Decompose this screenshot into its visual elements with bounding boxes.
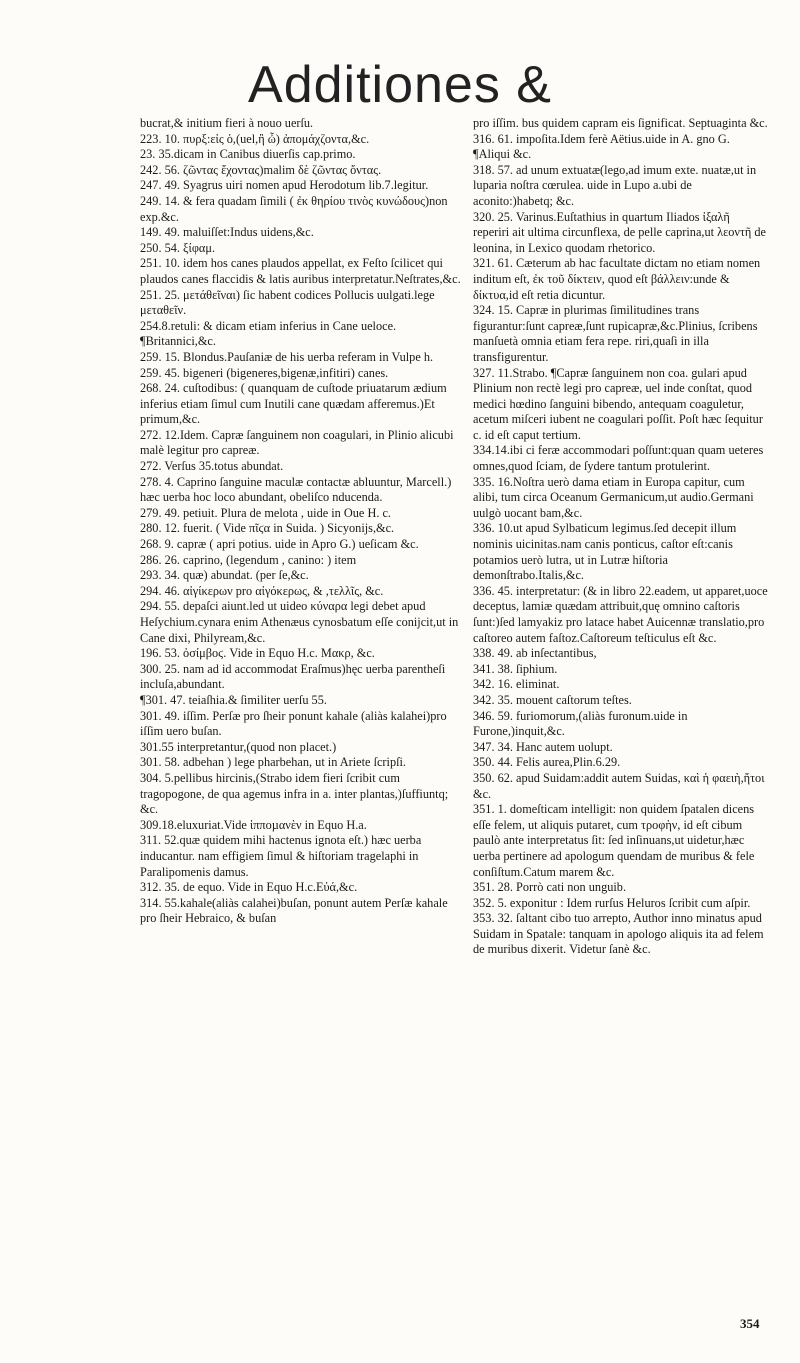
left-column — [140, 116, 465, 927]
entry: 242. 56. ζῶντας ἔχοντας)malim δὲ ζῶντας ὄντας. — [140, 162, 382, 177]
entry: 318. 57. ad unum extuatæ(lego,ad imum exte. nuatæ,ut in luparia noſtra cœrulea. uide in Lupo a.ubi de aconito:)habetq; &c. — [473, 162, 757, 208]
entry: 320. 25. Varinus.Euſtathius in quartum Iliados ἰξαλῆ reperiri ait ultima circunflexa, de pelle caprina,ut λεοντῆ de leonina, in Lexico quodam rhetorico. — [473, 209, 766, 255]
entry: 346. 59. furiomorum,(aliàs furonum.uide in Furone,)inquit,&c. — [473, 708, 688, 739]
entry: 301. 58. adbehan ) lege pharbehan, ut in Ariete ſcripſi. — [140, 755, 407, 770]
entry: 23. 35.dicam in Canibus diuerſis cap.primo. — [140, 147, 356, 162]
entry: 223. 10. πυρξ:εἰς ὁ,(uel,ἢ ὦ) ἀπομάχζοντα,&c. — [140, 131, 370, 146]
entry: 324. 15. Capræ in plurimas ſimilitudines trans figurantur:ſunt capreæ,ſunt rupicapræ,&c.Plinius, ſcribens manſuetà omnia etiam fera repe. riri,quaſi in illa transfigurentur. — [473, 303, 758, 364]
entry: 351. 28. Porrò cati non unguib. — [473, 880, 627, 895]
entry: 286. 26. caprino, (legendum , canino: ) item — [140, 552, 357, 567]
entry: 249. 14. & fera quadam ſimili ( ἐκ θηρίου τινὸς κυνώδους)non exp.&c. — [140, 193, 448, 224]
running-head: Additiones & — [248, 56, 552, 114]
entry: 294. 55. depaſci aiunt.led ut uideo κύναρα legi debet apud Heſychium.cynara enim Athenæus cynosbatum eſſe conijcit,ut in Cane dixi, Philyream,&c. — [140, 599, 459, 645]
entry: 316. 61. impoſita.Idem ferè Aëtius.uide in A. gno G. ¶Aliqui &c. — [473, 131, 730, 162]
entry: 311. 52.quæ quidem mihi hactenus ignota eſt.) hæc uerba inducantur. nam effigiem ſimul & hiſtoriam tragelaphi in Paralipomenis damus. — [140, 833, 422, 879]
entry: 336. 45. interpretatur: (& in libro 22.eadem, ut apparet,uoce deceptus, lamiæ quædam attribuit,quę omnino caſtoris ſunt:)ſed lamyakiz pro latace habet Auicennæ translatio,pro caſtoreo autem faſtoz.Caſtoreum teſticulus eſt &c. — [473, 583, 768, 645]
entry: 314. 55.kahale(aliàs calahei)buſan, ponunt autem Perſæ kahale pro ſheir Hebraico, & buſan — [140, 895, 448, 926]
entry: 268. 24. cuſtodibus: ( quanquam de cuſtode priuatarum ædium inferius etiam ſimul cum Inutili cane quædam afferemus.)Et primum,&c. — [140, 381, 447, 427]
entry: 301.55 interpretantur,(quod non placet.) — [140, 739, 337, 754]
entry: 334.14.ibi ci feræ accommodari poſſunt:quan quam ueteres omnes,quod ſciam, de ſydere tantum protulerint. — [473, 443, 764, 474]
entry: 350. 62. apud Suidam:addit autem Suidas, καὶ ἡ φαειὴ,ἤτοι &c. — [473, 770, 765, 801]
entry: ¶301. 47. teiaſhia.& ſimiliter uerſu 55. — [140, 692, 327, 707]
page-number: 354 — [740, 1316, 760, 1331]
entry: 312. 35. de equo. Vide in Equo H.c.Εὐά,&c. — [140, 880, 358, 895]
entry: 259. 45. bigeneri (bigeneres,bigenæ,infitiri) canes. — [140, 365, 389, 380]
entry: 342. 35. mouent caſtorum teſtes. — [473, 692, 632, 707]
entry: 353. 32. ſaltant cibo tuo arrepto, Author inno minatus apud Suidam in Spatale: tanquam in apologo aliquis ita ad felem de muribus dixerit. Videtur ſanè &c. — [473, 911, 764, 957]
right-column — [473, 116, 768, 958]
entry: 251. 25. μετάθεῖναι) ſic habent codices Pollucis uulgati.lege μεταθεῖν. — [140, 287, 435, 318]
entry: 280. 12. fuerit. ( Vide πῖϛα in Suida. ) Sicyonijs,&c. — [140, 521, 395, 536]
entry: 300. 25. nam ad id accommodat Eraſmus)hęc uerba parentheſi incluſa,abundant. — [140, 661, 446, 692]
entry: pro iſſim. bus quidem capram eis ſignificat. Septuaginta &c. — [473, 116, 768, 130]
entry: bucrat,& initium fieri à nouo uerſu. — [140, 116, 314, 130]
entry: 338. 49. ab inſectantibus, — [473, 646, 597, 661]
entry: 250. 54. ξίφαμ. — [140, 240, 216, 255]
entry: 149. 49. maluiſſet:Indus uidens,&c. — [140, 225, 314, 240]
entry: 347. 34. Hanc autem uolupt. — [473, 739, 613, 754]
entry: 272. Verſus 35.totus abundat. — [140, 459, 284, 474]
entry: 272. 12.Idem. Capræ ſanguinem non coagulari, in Plinio alicubi malè legitur pro capreæ. — [140, 427, 454, 458]
entry: 294. 46. αἰγίκερων pro αἰγόκερως, & ,τελλῖς, &c. — [140, 583, 384, 598]
entry: 251. 10. idem hos canes plaudos appellat, ex Feſto ſcilicet qui plaudos canes flaccidis & latis auribus interpretatur.Neſtrates,&c. — [140, 256, 461, 286]
entry: 352. 5. exponitur : Idem rurſus Heluros ſcribit cum aſpir. — [473, 895, 751, 910]
entry: 327. 11.Strabo. ¶Capræ ſanguinem non coa. gulari apud Plinium non rectè legi pro capreæ, uel inde conſtat, quod medici hœdino ſanguini bibendo, antequam coaguletur, acetum miſceri iubent ne coagulari poſſit. Poſt hæc ſequitur c. id eſt caput tertium. — [473, 365, 763, 442]
entry: 342. 16. eliminat. — [473, 677, 560, 692]
entry: 278. 4. Caprino ſanguine maculæ contactæ abluuntur, Marcell.) hæc uerba hoc loco abundant, obeliſco nducenda. — [140, 474, 452, 505]
entry: 196. 53. ὀσίμβοϛ. Vide in Equo H.c. Μακρ, &c. — [140, 646, 375, 661]
entry: 351. 1. domeſticam intelligit: non quidem ſpatalen dicens eſſe felem, ut aliquis putaret, cum τροφὴν, id eſt cibum paulò ante interpretatus ſit: ſed inſinuans,ut uidetur,hæc uerba pertinere ad apologum quendam de muribus & fele conſiſtum.Catum marem &c. — [473, 802, 755, 879]
entry: 254.8.retuli: & dicam etiam inferius in Cane ueloce. ¶Britannici,&c. — [140, 318, 397, 349]
entry: 279. 49. petiuit. Plura de melota , uide in Oue H. c. — [140, 505, 392, 520]
entry: 247. 49. Syagrus uiri nomen apud Herodotum lib.7.legitur. — [140, 178, 429, 193]
entry: 293. 34. quæ) abundat. (per ſe,&c. — [140, 568, 309, 583]
entry: 268. 9. capræ ( apri potius. uide in Apro G.) ueſicam &c. — [140, 537, 419, 552]
entry: 336. 10.ut apud Sylbaticum legimus.ſed decepit illum nominis uicinitas.nam canis ponticus, caſtor eſt:canis potamios uerò lutra, ut in Lutræ hiſtoria demonſtrabo.Italis,&c. — [473, 521, 737, 583]
entry: 321. 61. Cæterum ab hac facultate dictam no etiam nomen inditum eſt, ἐκ τοῦ δίκτειν, quod eſt βάλλειν:unde & δίκτυα,id eſt retia dicuntur. — [473, 256, 761, 302]
entry: 335. 16.Noſtra uerò dama etiam in Europa capitur, cum alibi, tum circa Oceanum Germanicum,ut audio.Germani uulgò uocant bam,&c. — [473, 474, 754, 520]
entry: 309.18.eluxuriat.Vide ἱπποµανὲν in Equo H.a. — [140, 817, 367, 832]
entry: 304. 5.pellibus hircinis,(Strabo idem fieri ſcribit cum tragopogone, de qua agemus infra in a. inter plantas,)ſuffiuntq; &c. — [140, 770, 449, 817]
entry: 350. 44. Felis aurea,Plin.6.29. — [473, 755, 621, 770]
entry: 341. 38. ſiphium. — [473, 661, 558, 676]
entry: 259. 15. Blondus.Pauſaniæ de his uerba referam in Vulpe h. — [140, 349, 434, 364]
entry: 301. 49. iſſim. Perſæ pro ſheir ponunt kahale (aliàs kalahei)pro iſſim uero buſan. — [140, 708, 447, 739]
